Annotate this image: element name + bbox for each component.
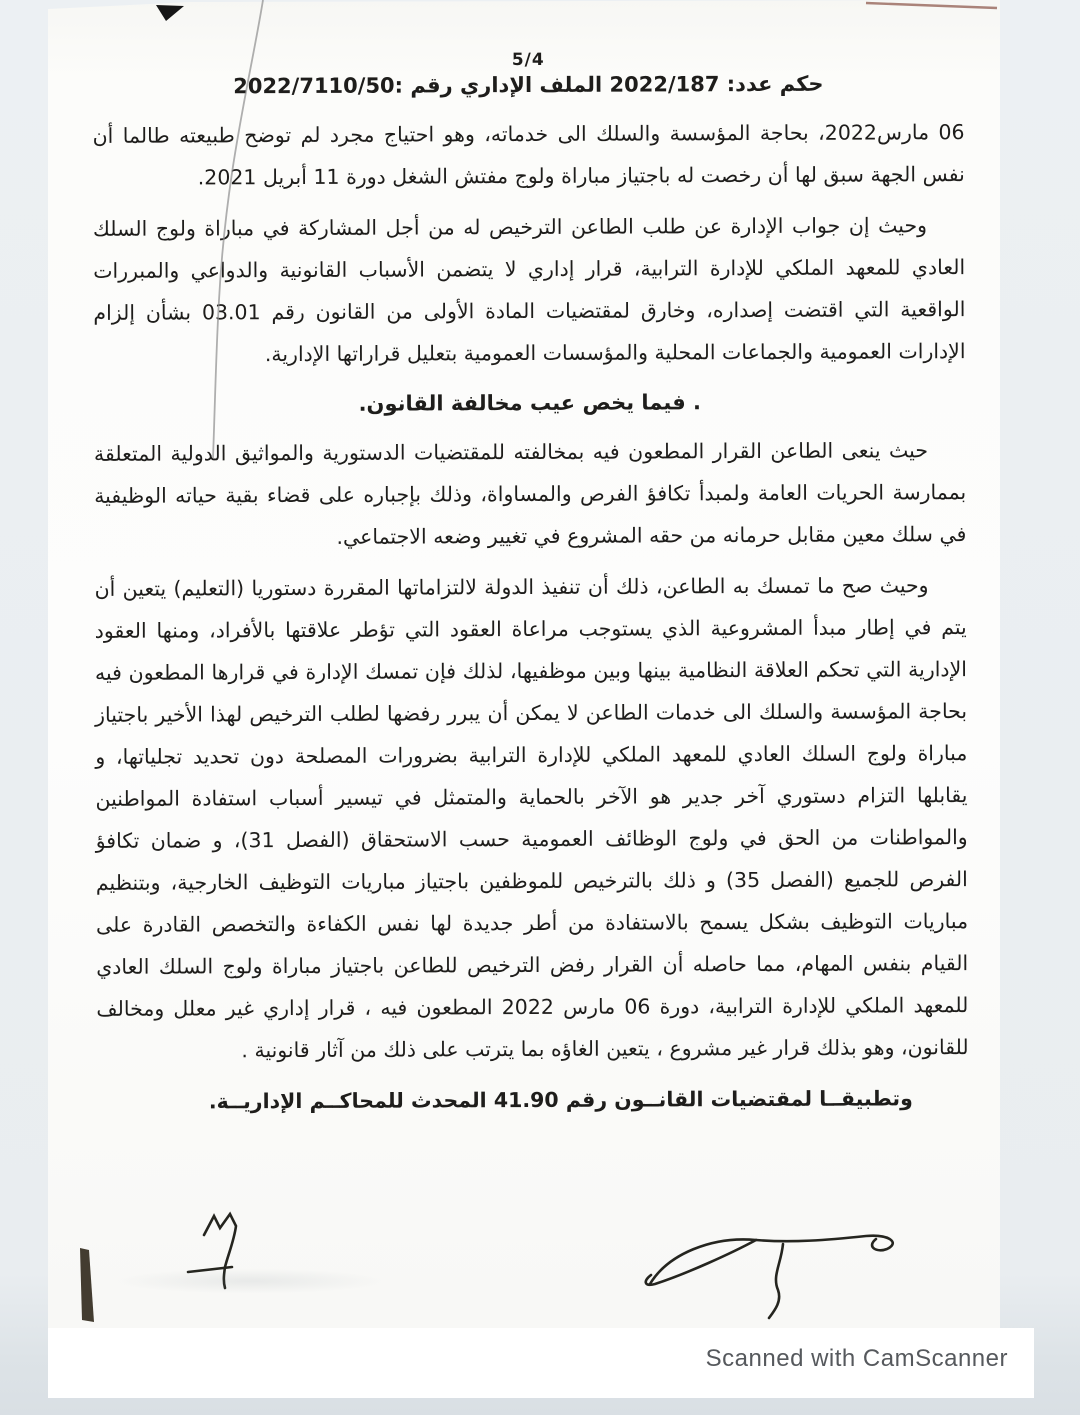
section-heading-law-violation: . فيما يخص عيب مخالفة القانون. — [358, 390, 702, 416]
paragraph-court-reasoning: وحيث صح ما تمسك به الطاعن، ذلك أن تنفيذ الدولة لالتزاماتها المقررة دستوريا (التعليم) يتعين أن يتم في إطار مبدأ المشروعية الذي يستوجب مراعاة العقود التي تؤطر علاقتها بالأفراد، ومنها العقود الإدارية التي تحكم العلاقة النظامية بينها وبين موظفيها، لذلك فإن تمسك الإدارة في قرارها المطعون فيه بحاجة المؤسسة والسلك الى خدمات الطاعن لا يمكن أن يبرر رفضها لطلب الترخيص لهذا الأخير باجتياز مباراة ولوج السلك العادي للمعهد الملكي للإدارة الترابية بضرورات المصلحة دون تحديد تجلياتها، و يقابلها التزام دستوري آخر جدير هو الآخر بالحماية والمتمثل في تيسير أسباب استفادة المواطنين والمواطنات من الحق في ولوج الوظائف العمومية حسب الاستحقاق (الفصل 31)، و ضمان تكافؤ الفرص للجميع (الفصل 35) و ذلك بالترخيص للموظفين باجتياز مباريات التوظيف الخارجية، وبتنظيم مباريات التوظيف بشكل يسمح بالاستفادة من أطر جديدة لها نفس الكفاءة والتخصص القادرة على القيام بنفس المهام، مما حاصله أن القرار رفض الترخيص للطاعن باجتياز مباراة ولوج السلك العادي للمعهد الملكي للإدارة الترابية، دورة 06 مارس 2022 المطعون فيه ، قرار إداري غير معلل ومخالف للقانون، وهو بذلك قرار غير مشروع ، يتعين الغاؤه بما يترتب على ذلك من آثار قانونية . — [94, 573, 969, 1063]
paragraph-claim: حيث ينعى الطاعن القرار المطعون فيه بمخالفته للمقتضيات الدستورية والمواثيق الدولية المتعلقة بممارسة الحريات العامة ولمبدأ تكافؤ الفرص والمساواة، وذلك بإجباره على قضاء بقية حياته الوظيفية في سلك معين مقابل حرمانه من حقه المشروع في تغيير وضعه الاجتماعي. — [93, 438, 967, 549]
case-header: حكم عدد: 2022/187 الملف الإداري رقم :2022/7110/50 — [233, 71, 824, 99]
camscanner-strip — [48, 1328, 1034, 1398]
scan-smudge-artifact — [110, 1268, 390, 1294]
paragraph-admin-response: وحيث إن جواب الإدارة عن طلب الطاعن الترخيص له من أجل المشاركة في مباراة ولوج السلك العادي للمعهد الملكي للإدارة الترابية، قرار إداري لا يتضمن الأسباب القانونية والدواعي والمبررات الواقعية التي اقتضت إصداره، وخارق لمقتضيات المادة الأولى من القانون رقم 03.01 بشأن إلزام الإدارات العمومية والجماعات المحلية والمؤسسات العمومية بتعليل قراراتها الإدارية. — [92, 213, 966, 367]
document-content — [48, 0, 1005, 1123]
paragraph-continuation: 06 مارس2022، بحاجة المؤسسة والسلك الى خدماته، وهو احتياج مجرد لم توضح طبيعته طالما أن نفس الجهة سبق لها أن رخصت له باجتياز مباراة ولوج مفتش الشغل دورة 11 أبريل 2021. — [92, 120, 965, 190]
page-number: 5/4 — [511, 49, 545, 71]
closing-statement: وتطبيقــا لمقتضيات القانــون رقم 41.90 المحدث للمحاكــم الإداريــة. — [208, 1086, 913, 1114]
signature-right — [640, 1224, 912, 1322]
camscanner-watermark: Scanned with CamScanner — [705, 1345, 1008, 1372]
